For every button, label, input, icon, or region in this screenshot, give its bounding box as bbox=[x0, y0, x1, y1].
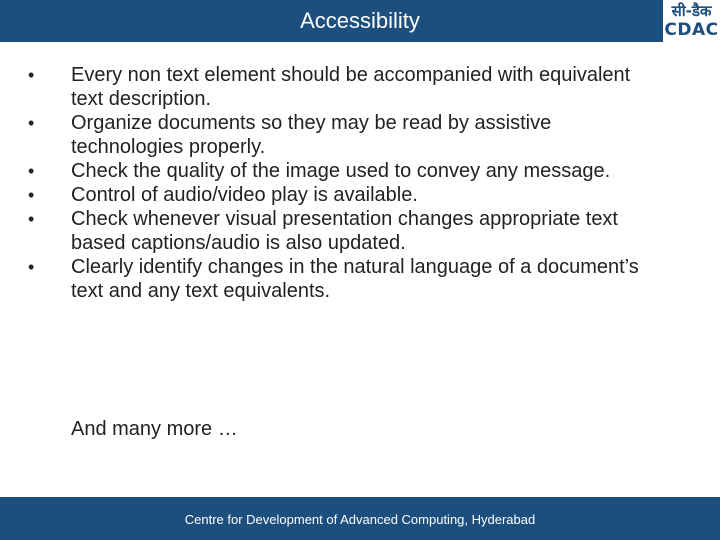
logo-brand-text: CDAC bbox=[664, 20, 719, 40]
bullet-item bbox=[28, 255, 668, 303]
bullet-text: Control of audio/video play is available. bbox=[71, 184, 418, 206]
bullet-marker: • bbox=[28, 161, 35, 181]
bullet-marker: • bbox=[28, 65, 35, 85]
closing-text: And many more … bbox=[71, 418, 238, 440]
cdac-logo bbox=[663, 0, 720, 42]
bullet-marker: • bbox=[28, 113, 35, 133]
bullet-text: Organize documents so they may be read by assistive technologies properly. bbox=[71, 112, 552, 158]
slide-title: Accessibility bbox=[300, 8, 420, 33]
bullet-text: Check whenever visual presentation changes appropriate text based captions/audio is also updated. bbox=[71, 208, 618, 254]
bullet-item bbox=[28, 63, 668, 111]
bullet-marker: • bbox=[28, 185, 35, 205]
bullet-item bbox=[28, 207, 668, 255]
footer-text: Centre for Development of Advanced Computing, Hyderabad bbox=[184, 512, 536, 527]
bullet-marker: • bbox=[28, 257, 35, 277]
logo-hindi-text: सी-डैक bbox=[671, 2, 712, 20]
bullet-text: Check the quality of the image used to convey any message. bbox=[71, 160, 611, 182]
bullet-item bbox=[28, 159, 668, 183]
bullet-list bbox=[28, 63, 668, 303]
bullet-item bbox=[28, 183, 668, 207]
bullet-text: Clearly identify changes in the natural language of a document’s text and any text equivalents. bbox=[71, 256, 639, 302]
bullet-item bbox=[28, 111, 668, 159]
title-bar bbox=[0, 0, 720, 42]
bullet-marker: • bbox=[28, 209, 35, 229]
bullet-text: Every non text element should be accompanied with equivalent text description. bbox=[71, 64, 631, 110]
footer-bar bbox=[0, 497, 720, 540]
